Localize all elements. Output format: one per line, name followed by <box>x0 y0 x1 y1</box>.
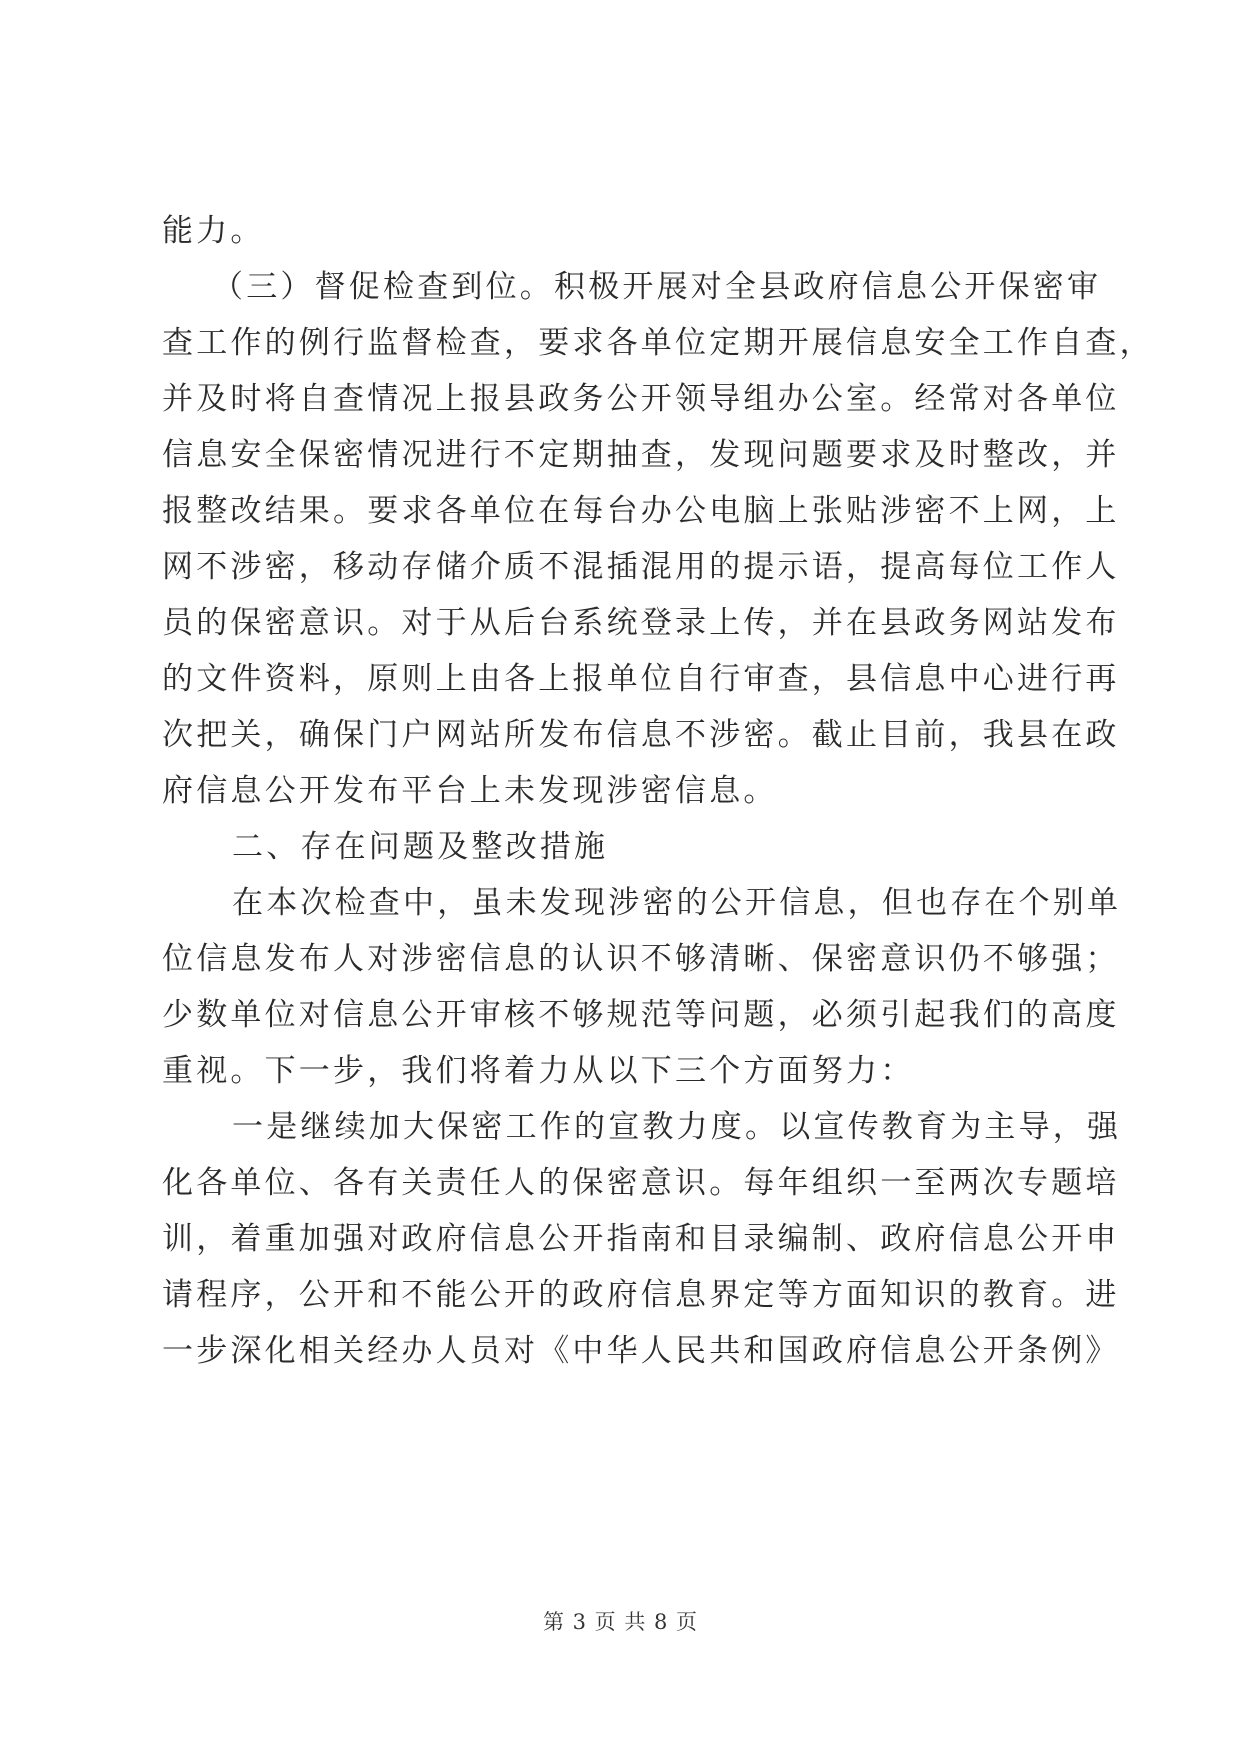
text-line: 的文件资料，原则上由各上报单位自行审查，县信息中心进行再 <box>162 661 1120 697</box>
text-line: 训，着重加强对政府信息公开指南和目录编制、政府信息公开申 <box>162 1221 1120 1257</box>
text-line: 一步深化相关经办人员对《中华人民共和国政府信息公开条例》 <box>162 1333 1120 1369</box>
text-line: 能力。 <box>162 213 265 249</box>
text-line: 位信息发布人对涉密信息的认识不够清晰、保密意识仍不够强； <box>162 941 1120 977</box>
text-line: 并及时将自查情况上报县政务公开领导组办公室。经常对各单位 <box>162 381 1120 417</box>
text-line: 府信息公开发布平台上未发现涉密信息。 <box>162 773 778 809</box>
text-line: 化各单位、各有关责任人的保密意识。每年组织一至两次专题培 <box>162 1165 1120 1201</box>
page-number: 第 3 页 共 8 页 <box>542 1610 699 1634</box>
text-line: 网不涉密，移动存储介质不混插混用的提示语，提高每位工作人 <box>162 549 1120 585</box>
text-line: 查工作的例行监督检查，要求各单位定期开展信息安全工作自查， <box>162 325 1154 361</box>
text-line: 请程序，公开和不能公开的政府信息界定等方面知识的教育。进 <box>162 1277 1120 1313</box>
section-heading: 二、存在问题及整改措施 <box>232 829 609 865</box>
text-line: 信息安全保密情况进行不定期抽查，发现问题要求及时整改，并 <box>162 437 1120 473</box>
text-line: 员的保密意识。对于从后台系统登录上传，并在县政务网站发布 <box>162 605 1120 641</box>
text-line: 在本次检查中，虽未发现涉密的公开信息，但也存在个别单 <box>232 885 1122 921</box>
text-line: 报整改结果。要求各单位在每台办公电脑上张贴涉密不上网，上 <box>162 493 1120 529</box>
text-line: 重视。下一步，我们将着力从以下三个方面努力： <box>162 1053 915 1089</box>
text-line: （三）督促检查到位。积极开展对全县政府信息公开保密审 <box>212 269 1102 305</box>
text-line: 一是继续加大保密工作的宣教力度。以宣传教育为主导，强 <box>232 1109 1122 1145</box>
text-line: 次把关，确保门户网站所发布信息不涉密。截止目前，我县在政 <box>162 717 1120 753</box>
text-line: 少数单位对信息公开审核不够规范等问题，必须引起我们的高度 <box>162 997 1120 1033</box>
